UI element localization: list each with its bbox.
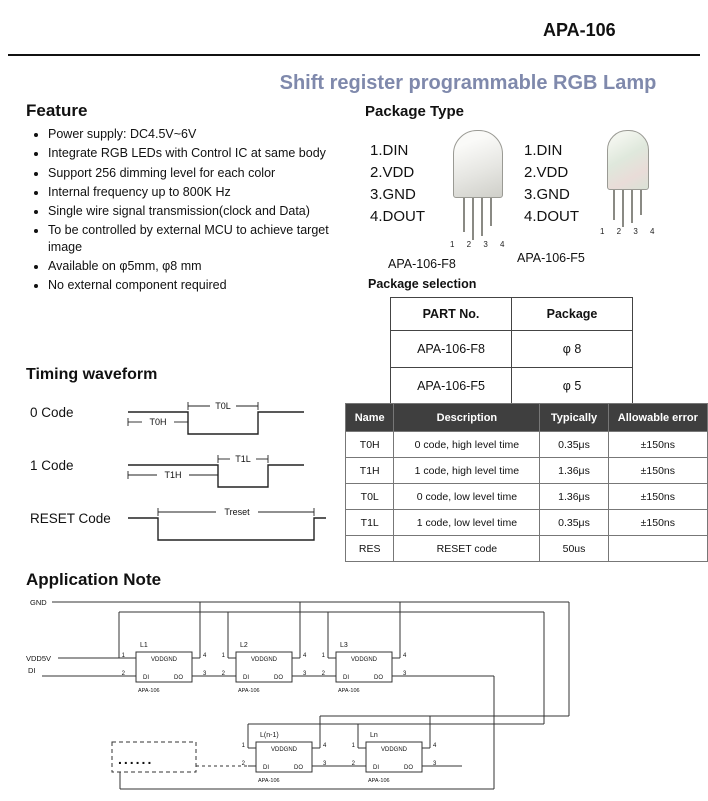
cell-package: φ 8 xyxy=(512,331,633,368)
feature-item: • Available on φ5mm, φ8 mm xyxy=(48,258,356,274)
chip-do-label: DO xyxy=(274,675,283,681)
chip-L1 xyxy=(122,642,207,694)
chip-top-label: VDDGND xyxy=(380,747,408,753)
cell-typically: 50us xyxy=(540,536,608,562)
chip-designator: L(n-1) xyxy=(260,732,279,739)
t1l-label: T1L xyxy=(235,454,251,464)
chip-name-label: APA-106 xyxy=(138,688,160,694)
chip-designator: L2 xyxy=(240,642,248,649)
chip-top-label: VDDGND xyxy=(250,657,278,663)
application-circuit-diagram xyxy=(24,592,684,797)
column-header: Allowable error xyxy=(608,404,707,432)
led-legs-f8 xyxy=(463,198,492,240)
cell-error: ±150ns xyxy=(608,458,707,484)
header-rule xyxy=(8,54,700,56)
column-header: PART No. xyxy=(391,298,512,331)
pin-number: 1 xyxy=(351,743,355,749)
chip-Ln-1 xyxy=(242,732,327,784)
pin-label-vdd: 2.VDD xyxy=(370,164,415,181)
feature-list xyxy=(30,126,356,296)
led-caption-f5: APA-106-F5 xyxy=(517,251,585,265)
column-header: Package xyxy=(512,298,633,331)
led-photo-f8 xyxy=(446,130,509,249)
pin-label-gnd: 3.GND xyxy=(524,186,570,203)
table-row xyxy=(346,536,708,562)
treset-label: Treset xyxy=(224,507,250,517)
cell-typically: 1.36μs xyxy=(540,484,608,510)
chip-do-label: DO xyxy=(294,765,303,771)
led-photo-f5 xyxy=(596,130,659,236)
cell-typically: 0.35μs xyxy=(540,510,608,536)
chip-di-label: DI xyxy=(343,675,349,681)
leg-numbers-f8: 1 2 3 4 xyxy=(450,240,510,249)
ellipsis-dots: ...... xyxy=(118,751,154,767)
table-row xyxy=(346,484,708,510)
pin-number: 2 xyxy=(351,761,355,767)
pin-number: 4 xyxy=(303,653,307,659)
column-header: Description xyxy=(394,404,540,432)
t0h-label: T0H xyxy=(149,417,167,427)
cell-error: ±150ns xyxy=(608,510,707,536)
table-header-row xyxy=(346,404,708,432)
cell-name: T1L xyxy=(346,510,394,536)
t1h-label: T1H xyxy=(164,470,182,480)
cell-name: T0H xyxy=(346,432,394,458)
chip-di-label: DI xyxy=(143,675,149,681)
pin-number: 2 xyxy=(241,761,245,767)
pin-number: 1 xyxy=(121,653,125,659)
cell-part-no: APA-106-F8 xyxy=(391,331,512,368)
led-leg xyxy=(640,190,642,215)
pin-number: 1 xyxy=(221,653,225,659)
cell-description: 1 code, low level time xyxy=(394,510,540,536)
table-header-row xyxy=(391,298,633,331)
chip-di-label: DI xyxy=(243,675,249,681)
timing-parameter-table xyxy=(345,403,708,562)
cell-description: 1 code, high level time xyxy=(394,458,540,484)
feature-item: • Single wire signal transmission(clock and Data) xyxy=(48,203,356,219)
table-row xyxy=(391,368,633,405)
chip-L2 xyxy=(222,642,307,694)
waveform-row-0code xyxy=(30,398,354,444)
pin-number: 4 xyxy=(323,743,327,749)
led-leg xyxy=(622,190,624,227)
led-legs-f5 xyxy=(613,190,642,227)
feature-item: • Support 256 dimming level for each color xyxy=(48,165,356,181)
waveform-label-1code: 1 Code xyxy=(30,458,74,473)
pin-label-din: 1.DIN xyxy=(370,142,409,159)
package-selection-heading: Package selection xyxy=(368,277,477,291)
pin-number: 4 xyxy=(203,653,207,659)
cell-part-no: APA-106-F5 xyxy=(391,368,512,405)
cell-description: 0 code, high level time xyxy=(394,432,540,458)
pin-label-din: 1.DIN xyxy=(524,142,563,159)
cell-description: 0 code, low level time xyxy=(394,484,540,510)
table-row xyxy=(346,432,708,458)
chip-designator: Ln xyxy=(370,732,378,739)
chip-top-label: VDDGND xyxy=(150,657,178,663)
waveform-row-reset xyxy=(30,504,354,550)
chip-name-label: APA-106 xyxy=(368,778,390,784)
cell-package: φ 5 xyxy=(512,368,633,405)
cell-error xyxy=(608,536,707,562)
pin-label-dout: 4.DOUT xyxy=(524,208,580,225)
pin-list-f5 xyxy=(524,140,579,228)
chip-name-label: APA-106 xyxy=(238,688,260,694)
cell-error: ±150ns xyxy=(608,484,707,510)
pin-number: 2 xyxy=(321,671,325,677)
di-label: DI xyxy=(28,666,36,675)
led-leg xyxy=(463,198,465,232)
page-title: APA-106 xyxy=(543,20,616,40)
table-row xyxy=(346,510,708,536)
timing-waveforms xyxy=(30,398,354,557)
cell-typically: 1.36μs xyxy=(540,458,608,484)
pin-label-gnd: 3.GND xyxy=(370,186,416,203)
chip-name-label: APA-106 xyxy=(258,778,280,784)
waveform-row-1code xyxy=(30,451,354,497)
chip-do-label: DO xyxy=(174,675,183,681)
led-caption-f8: APA-106-F8 xyxy=(388,257,456,271)
chip-di-label: DI xyxy=(263,765,269,771)
waveform-label-reset: RESET Code xyxy=(30,511,111,526)
package-selection-table xyxy=(390,297,633,405)
feature-item: • Power supply: DC4.5V~6V xyxy=(48,126,356,142)
pin-number: 2 xyxy=(121,671,125,677)
cell-error: ±150ns xyxy=(608,432,707,458)
pin-number: 2 xyxy=(221,671,225,677)
chip-di-label: DI xyxy=(373,765,379,771)
cell-name: T1H xyxy=(346,458,394,484)
chip-designator: L3 xyxy=(340,642,348,649)
feature-item: • Internal frequency up to 800K Hz xyxy=(48,184,356,200)
vdd-label: VDD5V xyxy=(26,654,52,663)
pin-number: 1 xyxy=(241,743,245,749)
led-dome-f5 xyxy=(607,130,649,190)
waveform-1code xyxy=(124,451,354,497)
feature-heading: Feature xyxy=(26,101,88,120)
chip-Ln xyxy=(352,732,437,784)
column-header: Name xyxy=(346,404,394,432)
pin-label-vdd: 2.VDD xyxy=(524,164,569,181)
cell-typically: 0.35μs xyxy=(540,432,608,458)
page-subtitle: Shift register programmable RGB Lamp xyxy=(279,72,657,94)
package-type-heading: Package Type xyxy=(365,103,464,120)
led-leg xyxy=(613,190,615,220)
column-header: Typically xyxy=(540,404,608,432)
chip-do-label: DO xyxy=(374,675,383,681)
timing-waveform-heading: Timing waveform xyxy=(26,366,158,383)
cell-description: RESET code xyxy=(394,536,540,562)
chip-top-label: VDDGND xyxy=(350,657,378,663)
led-leg xyxy=(490,198,492,226)
pin-number: 3 xyxy=(403,671,407,677)
t0l-label: T0L xyxy=(215,401,231,411)
table-row xyxy=(391,331,633,368)
chip-designator: L1 xyxy=(140,642,148,649)
pin-label-dout: 4.DOUT xyxy=(370,208,426,225)
pin-list-f8 xyxy=(370,140,425,228)
feature-item: • No external component required xyxy=(48,277,356,293)
feature-item: • To be controlled by external MCU to achieve target image xyxy=(48,222,356,255)
chip-top-label: VDDGND xyxy=(270,747,298,753)
led-leg xyxy=(631,190,633,223)
waveform-0code xyxy=(124,398,354,444)
chip-do-label: DO xyxy=(404,765,413,771)
cell-name: T0L xyxy=(346,484,394,510)
leg-numbers-f5: 1 2 3 4 xyxy=(600,227,660,236)
waveform-reset xyxy=(124,504,354,550)
chip-name-label: APA-106 xyxy=(338,688,360,694)
feature-item: • Integrate RGB LEDs with Control IC at same body xyxy=(48,145,356,161)
pin-number: 3 xyxy=(303,671,307,677)
waveform-label-0code: 0 Code xyxy=(30,405,74,420)
led-dome-f8 xyxy=(453,130,503,198)
cell-name: RES xyxy=(346,536,394,562)
application-note-heading: Application Note xyxy=(26,570,162,589)
pin-number: 4 xyxy=(433,743,437,749)
pin-number: 3 xyxy=(323,761,327,767)
table-row xyxy=(346,458,708,484)
chip-L3 xyxy=(322,642,407,694)
pin-number: 3 xyxy=(433,761,437,767)
led-leg xyxy=(472,198,474,240)
pin-number: 4 xyxy=(403,653,407,659)
pin-number: 3 xyxy=(203,671,207,677)
gnd-label: GND xyxy=(30,598,47,607)
led-leg xyxy=(481,198,483,236)
pin-number: 1 xyxy=(321,653,325,659)
